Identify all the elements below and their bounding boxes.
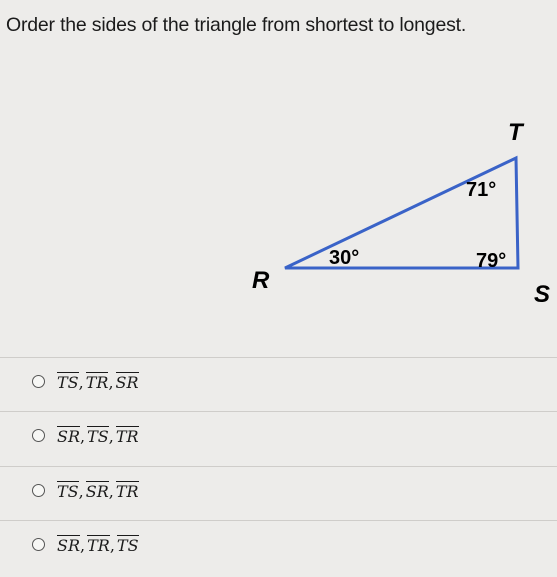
choice-label: SR , TR , TS <box>57 535 139 555</box>
triangle-figure <box>230 110 557 310</box>
vertex-label-r: R <box>252 267 270 294</box>
answer-choice-1[interactable] <box>32 368 139 394</box>
answer-choice-2[interactable] <box>32 422 139 448</box>
segment-ts: TS <box>57 372 79 392</box>
segment-tr: TR <box>87 535 110 555</box>
vertex-label-s: S <box>534 281 551 308</box>
angle-label-s: 79° <box>476 250 507 272</box>
answer-choice-4[interactable] <box>32 531 139 557</box>
radio-button[interactable] <box>32 484 45 497</box>
segment-sr: SR <box>115 372 139 392</box>
segment-sr: SR <box>57 535 81 555</box>
radio-button[interactable] <box>32 538 45 551</box>
choice-label: TS , TR , SR <box>57 372 139 392</box>
radio-button[interactable] <box>32 375 45 388</box>
divider <box>0 411 557 412</box>
angle-label-t: 71° <box>466 179 497 201</box>
segment-ts: TS <box>57 481 79 501</box>
divider <box>0 357 557 358</box>
radio-button[interactable] <box>32 429 45 442</box>
divider <box>0 466 557 467</box>
angle-label-r: 30° <box>329 247 360 269</box>
segment-sr: SR <box>85 481 109 501</box>
segment-ts: TS <box>116 535 139 555</box>
choice-label: SR , TS , TR <box>57 426 139 446</box>
segment-ts: TS <box>87 426 109 446</box>
vertex-label-t: T <box>508 119 523 146</box>
divider <box>0 520 557 521</box>
segment-tr: TR <box>115 481 139 501</box>
answer-choice-3[interactable] <box>32 477 139 503</box>
question-text: Order the sides of the triangle from shortest to longest. <box>6 14 467 36</box>
choice-label: TS , SR , TR <box>57 481 139 501</box>
segment-tr: TR <box>85 372 109 392</box>
segment-tr: TR <box>115 426 139 446</box>
segment-sr: SR <box>57 426 81 446</box>
